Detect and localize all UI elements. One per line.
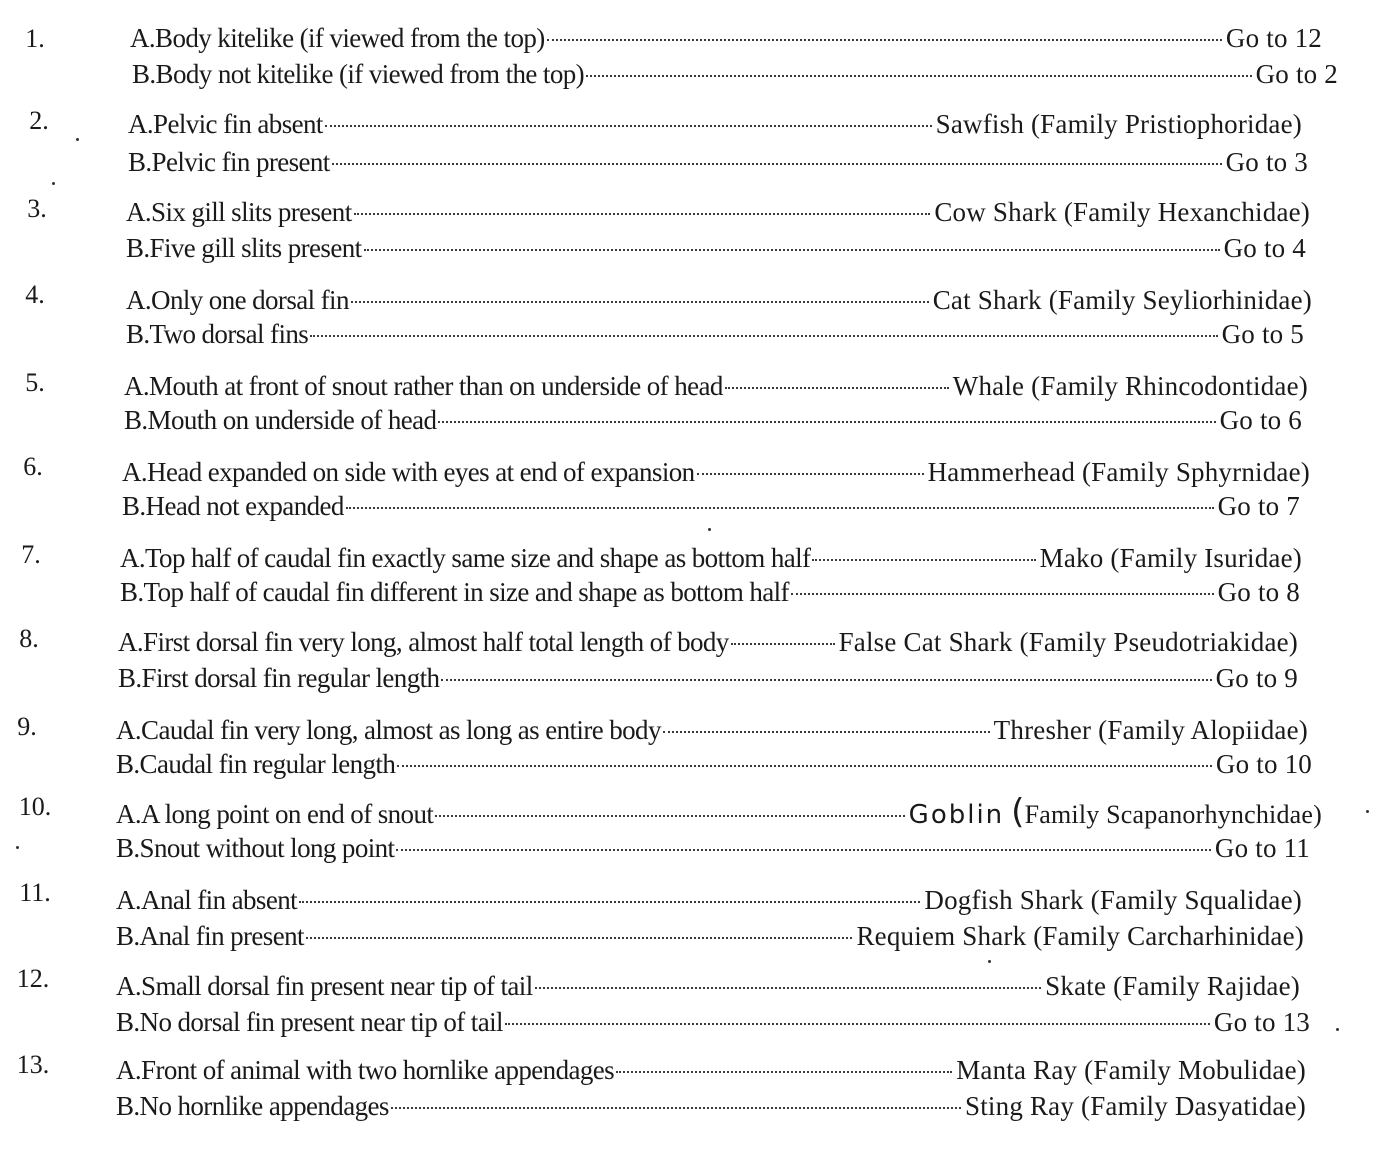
option-b-result: Go to 13 xyxy=(1213,1007,1310,1037)
option-a-line xyxy=(116,882,1302,918)
dot-leader xyxy=(441,679,1211,681)
option-a-line xyxy=(126,194,1310,230)
scan-speck xyxy=(1366,810,1369,813)
option-a-result: Hammerhead (Family Sphyrnidae) xyxy=(927,457,1310,487)
key-entry-8 xyxy=(0,618,1382,704)
option-b-text: B.Head not expanded xyxy=(122,491,344,521)
option-a-text: A.Anal fin absent xyxy=(116,885,298,915)
key-entry-6 xyxy=(0,446,1382,532)
key-entry-12 xyxy=(0,962,1382,1048)
option-b-line xyxy=(128,144,1308,180)
option-a-line xyxy=(120,540,1302,576)
entry-number: 13. xyxy=(16,1050,50,1079)
option-b-result: Go to 2 xyxy=(1255,59,1338,89)
option-b-text: B.No hornlike appendages xyxy=(116,1091,389,1121)
option-a-result: Dogfish Shark (Family Squalidae) xyxy=(924,885,1302,915)
option-b-result: Go to 6 xyxy=(1219,405,1302,435)
key-entry-5 xyxy=(0,360,1382,446)
option-b-text: B.Caudal fin regular length xyxy=(116,749,396,779)
option-b-result: Go to 5 xyxy=(1221,319,1304,349)
dot-leader xyxy=(505,1023,1210,1025)
dot-leader xyxy=(812,559,1035,561)
option-b-text: B.Five gill slits present xyxy=(126,233,362,263)
option-a-line xyxy=(116,712,1308,748)
dot-leader xyxy=(354,213,931,215)
key-entry-3 xyxy=(0,188,1382,274)
entry-number: 7. xyxy=(21,540,41,569)
entry-number: 1. xyxy=(25,24,45,53)
option-a-result: Cat Shark (Family Seyliorhinidae) xyxy=(932,285,1312,315)
option-b-text: B.Anal fin present xyxy=(116,921,304,951)
option-b-result: Go to 7 xyxy=(1217,491,1300,521)
key-entry-11 xyxy=(0,876,1382,962)
option-a-text: A.Top half of caudal fin exactly same size and shape as bottom half xyxy=(120,543,811,573)
option-b-line xyxy=(120,574,1300,610)
option-a-result: Cow Shark (Family Hexanchidae) xyxy=(934,197,1310,227)
option-a-text: A.Caudal fin very long, almost as long as entire body xyxy=(116,715,661,745)
option-a-line xyxy=(116,794,1322,830)
option-a-result: Skate (Family Rajidae) xyxy=(1045,971,1300,1001)
dot-leader xyxy=(697,473,924,475)
scan-speck xyxy=(988,960,991,963)
option-b-line xyxy=(126,230,1306,266)
entry-number: 2. xyxy=(29,106,49,135)
option-a-line xyxy=(118,624,1298,660)
dot-leader xyxy=(396,849,1210,851)
dot-leader xyxy=(299,901,920,903)
scan-speck xyxy=(76,138,79,141)
scan-speck xyxy=(16,846,19,849)
dot-leader xyxy=(364,249,1220,251)
key-entry-2 xyxy=(0,102,1382,188)
option-a-line xyxy=(116,968,1300,1004)
option-a-result: Go to 12 xyxy=(1225,23,1322,53)
option-b-line xyxy=(118,660,1298,696)
key-entry-10 xyxy=(0,790,1382,876)
option-a-text: A.Head expanded on side with eyes at end of expansion xyxy=(122,457,695,487)
option-b-result: Go to 3 xyxy=(1225,147,1308,177)
option-a-line xyxy=(128,106,1302,142)
option-b-text: B.Mouth on underside of head xyxy=(124,405,437,435)
option-a-text: A.Only one dorsal fin xyxy=(126,285,349,315)
option-a-result: Thresher (Family Alopiidae) xyxy=(993,715,1308,745)
dot-leader xyxy=(332,163,1222,165)
key-entry-9 xyxy=(0,704,1382,790)
entry-number: 6. xyxy=(23,452,43,481)
option-b-line xyxy=(122,488,1300,524)
dot-leader xyxy=(547,39,1222,41)
option-b-text: B.No dorsal fin present near tip of tail xyxy=(116,1007,503,1037)
dot-leader xyxy=(438,421,1215,423)
key-entry-4 xyxy=(0,274,1382,360)
option-b-line xyxy=(116,1088,1306,1124)
option-a-result: Family Scapanorhynchidae) xyxy=(1024,800,1322,829)
key-entry-1 xyxy=(0,16,1382,102)
dot-leader xyxy=(346,507,1214,509)
option-b-result: Requiem Shark (Family Carcharhinidae) xyxy=(856,921,1304,951)
option-b-text: B.First dorsal fin regular length xyxy=(118,663,440,693)
entry-number: 9. xyxy=(17,712,37,741)
option-b-result: Go to 10 xyxy=(1215,749,1312,779)
scan-speck xyxy=(52,182,55,185)
handwritten-answer: Goblin xyxy=(908,800,1005,830)
option-a-line xyxy=(130,20,1322,56)
option-a-result: False Cat Shark (Family Pseudotriakidae) xyxy=(838,627,1298,657)
option-b-line xyxy=(116,830,1310,866)
option-a-result-group xyxy=(909,794,1322,833)
option-b-line xyxy=(124,402,1302,438)
option-b-result: Sting Ray (Family Dasyatidae) xyxy=(965,1091,1306,1121)
option-b-line xyxy=(116,918,1304,954)
dot-leader xyxy=(663,731,990,733)
option-b-line xyxy=(116,1004,1310,1040)
dot-leader xyxy=(586,75,1252,77)
option-a-line xyxy=(126,282,1312,318)
scan-speck xyxy=(1336,1028,1339,1031)
option-a-text: A.A long point on end of snout xyxy=(116,799,434,829)
dot-leader xyxy=(725,387,949,389)
option-b-text: B.Pelvic fin present xyxy=(128,147,330,177)
entry-number: 5. xyxy=(25,368,45,397)
option-b-line xyxy=(116,746,1312,782)
dot-leader xyxy=(731,643,835,645)
option-b-result: Go to 4 xyxy=(1223,233,1306,263)
dot-leader xyxy=(435,815,904,817)
handwritten-paren: ( xyxy=(1011,792,1025,832)
option-a-result: Sawfish (Family Pristiophoridae) xyxy=(935,109,1302,139)
option-b-text: B.Top half of caudal fin different in size and shape as bottom half xyxy=(120,577,789,607)
entry-number: 11. xyxy=(19,878,51,907)
dot-leader xyxy=(397,765,1212,767)
option-b-line xyxy=(126,316,1304,352)
option-b-text: B.Two dorsal fins xyxy=(126,319,309,349)
dot-leader xyxy=(535,987,1042,989)
entry-number: 12. xyxy=(16,964,50,993)
option-a-line xyxy=(124,368,1308,404)
dot-leader xyxy=(616,1071,952,1073)
option-a-text: A.Mouth at front of snout rather than on underside of head xyxy=(124,371,723,401)
scan-speck xyxy=(708,528,711,531)
entry-number: 3. xyxy=(27,194,47,223)
entry-number: 10. xyxy=(18,792,52,821)
dot-leader xyxy=(306,937,853,939)
entry-number: 8. xyxy=(19,624,39,653)
entry-number: 4. xyxy=(25,280,45,309)
option-a-result: Whale (Family Rhincodontidae) xyxy=(952,371,1308,401)
key-entry-7 xyxy=(0,532,1382,618)
dot-leader xyxy=(325,125,932,127)
option-a-line xyxy=(116,1052,1306,1088)
option-a-line xyxy=(122,454,1310,490)
dot-leader xyxy=(351,301,929,303)
option-a-result: Manta Ray (Family Mobulidae) xyxy=(956,1055,1306,1085)
option-b-text: B.Snout without long point xyxy=(116,833,395,863)
option-a-text: A.First dorsal fin very long, almost half total length of body xyxy=(118,627,729,657)
option-b-result: Go to 8 xyxy=(1217,577,1300,607)
option-b-result: Go to 9 xyxy=(1215,663,1298,693)
dot-leader xyxy=(791,593,1214,595)
option-a-text: A.Six gill slits present xyxy=(126,197,352,227)
option-b-text: B.Body not kitelike (if viewed from the top) xyxy=(132,59,585,89)
option-b-result: Go to 11 xyxy=(1214,833,1310,863)
option-b-line xyxy=(132,56,1338,92)
option-a-text: A.Small dorsal fin present near tip of tail xyxy=(116,971,533,1001)
dot-leader xyxy=(391,1107,961,1109)
option-a-text: A.Pelvic fin absent xyxy=(128,109,323,139)
option-a-text: A.Body kitelike (if viewed from the top) xyxy=(130,23,545,53)
option-a-result: Mako (Family Isuridae) xyxy=(1039,543,1302,573)
dot-leader xyxy=(310,335,1217,337)
option-a-text: A.Front of animal with two hornlike appendages xyxy=(116,1055,615,1085)
key-entry-13 xyxy=(0,1048,1382,1134)
